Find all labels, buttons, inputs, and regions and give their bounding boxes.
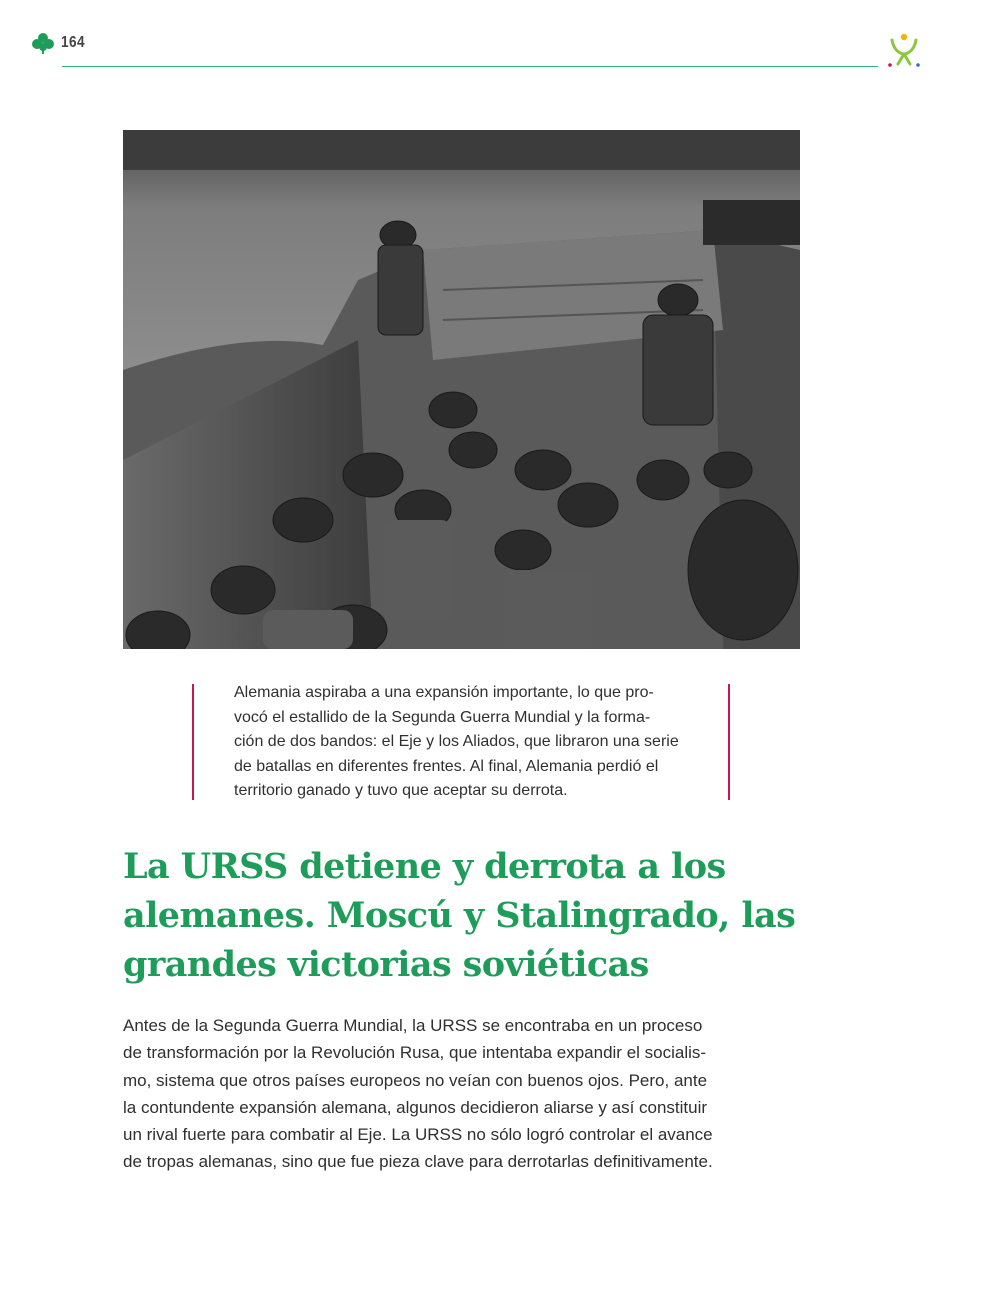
header-rule bbox=[62, 66, 878, 67]
page-header bbox=[31, 32, 89, 54]
body-line: la contundente expansión alemana, algunos decidieron aliarse y así constituir bbox=[123, 1097, 708, 1117]
body-line: un rival fuerte para combatir al Eje. La URSS no sólo logró controlar el avance bbox=[123, 1125, 713, 1145]
body-paragraph bbox=[123, 1012, 743, 1176]
soldiers-landing-craft-photo bbox=[123, 130, 800, 649]
caption-line: de batallas en diferentes frentes. Al final, Alemania perdió el bbox=[234, 757, 659, 775]
brand-logo-icon bbox=[884, 30, 924, 70]
caption-accent-bar-left bbox=[192, 684, 194, 800]
section-title bbox=[123, 842, 796, 989]
body-line: de transformación por la Revolución Rusa, que intentaba expandir el socialis- bbox=[123, 1043, 707, 1063]
caption-line: ción de dos bandos: el Eje y los Aliados, que libraron una serie bbox=[234, 733, 679, 750]
body-line: Antes de la Segunda Guerra Mundial, la URSS se encontraba en un proceso bbox=[123, 1016, 703, 1035]
photo-caption bbox=[234, 681, 694, 804]
body-line: de tropas alemanas, sino que fue pieza clave para derrotarlas definitivamente. bbox=[123, 1152, 713, 1172]
caption-line: Alemania aspiraba a una expansión importante, lo que pro- bbox=[234, 684, 654, 701]
title-line: grandes victorias soviéticas bbox=[123, 944, 649, 985]
caption-line: vocó el estallido de la Segunda Guerra Mundial y la forma- bbox=[234, 708, 651, 726]
body-line: mo, sistema que otros países europeos no veían con buenos ojos. Pero, ante bbox=[123, 1070, 708, 1090]
clover-icon bbox=[31, 32, 55, 54]
title-line: La URSS detiene y derrota a los bbox=[123, 846, 726, 887]
page-number: 164 bbox=[61, 34, 85, 51]
caption-line: territorio ganado y tuvo que aceptar su derrota. bbox=[234, 782, 568, 799]
caption-accent-bar-right bbox=[728, 684, 730, 800]
title-line: alemanes. Moscú y Stalingrado, las bbox=[123, 895, 796, 936]
photo-illustration bbox=[123, 130, 800, 649]
